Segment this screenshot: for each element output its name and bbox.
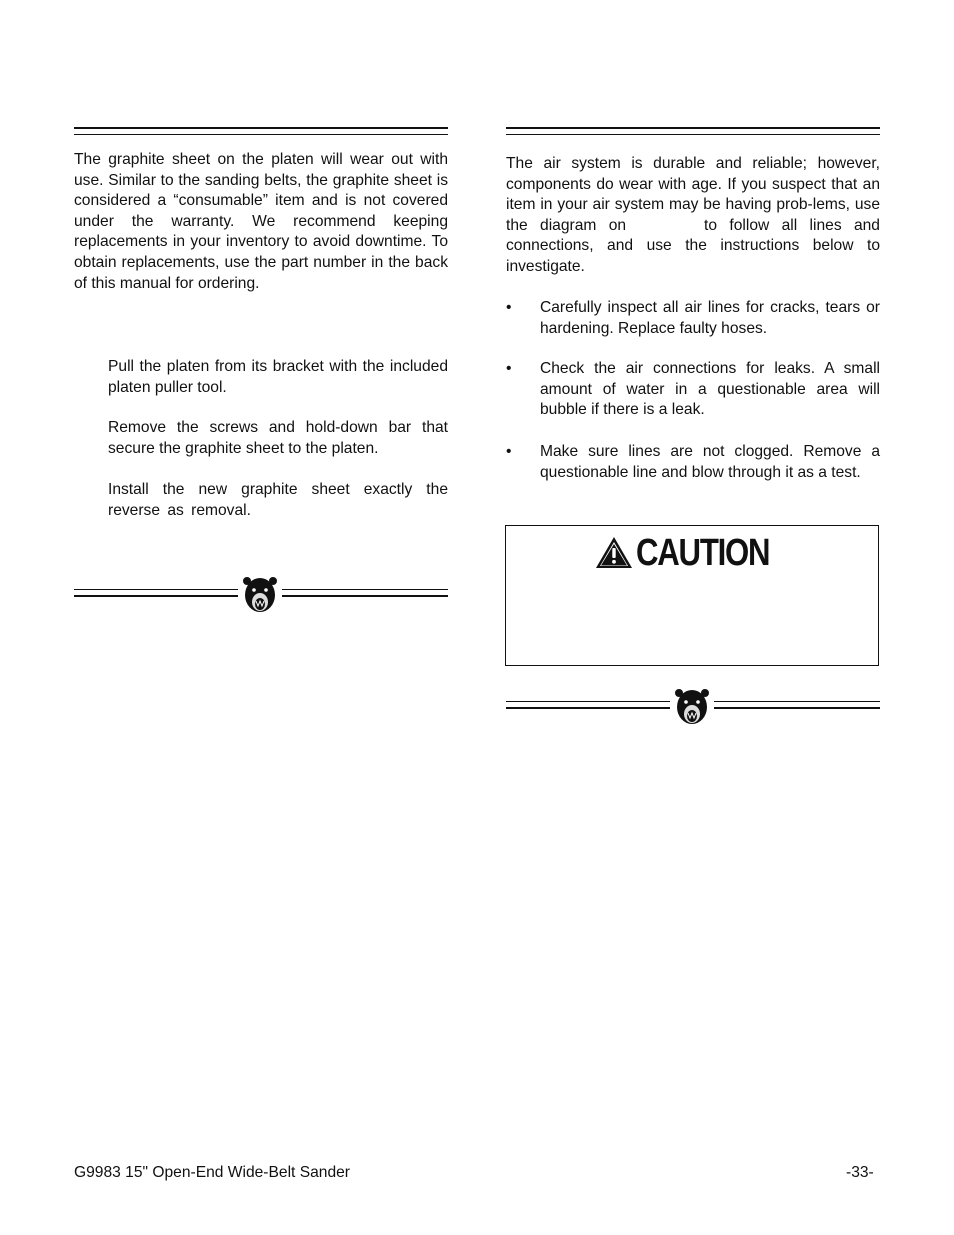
right-header-rule [506,127,880,136]
bear-head-icon [674,687,710,727]
graphite-intro-paragraph: The graphite sheet on the platen will wear out with use. Similar to the sanding belts, the graphite sheet is considered a “consumable” item and is not covered under the warranty. We recommend keeping replacements in your inventory to avoid downtime. To obtain replacements, use the part number in the back of this manual for ordering. [74,151,448,292]
bullet-text: Carefully inspect all air lines for cracks, tears or hardening. Replace faulty hoses. [540,299,880,337]
left-section-divider [74,575,448,615]
left-header-rule [74,127,448,136]
step-3-text: Install the new graphite sheet exactly the reverse as removal. [108,481,448,519]
air-intro-part1: The air system is durable and reliable; however, components do wear with age. If you suspect that an item in your air system may be having prob-lems, use the diagram on [506,155,880,234]
bear-head-icon [242,575,278,615]
caution-header [594,531,799,575]
caution-box [505,525,879,666]
right-section-divider [506,687,880,727]
bullet-dot: • [506,360,512,377]
bullet-text: Make sure lines are not clogged. Remove a questionable line and blow through it as a test. [540,443,880,481]
air-intro-part2: to follow all lines and connections, and use the instructions below to investigate. [506,216,880,275]
footer-manual-title: G9983 15" Open-End Wide-Belt Sander [74,1164,350,1181]
warning-triangle-icon [594,535,634,571]
bullet-text: Check the air connections for leaks. A small amount of water in a questionable area will bubble if there is a leak. [540,360,880,419]
caution-label: CAUTION [636,531,770,574]
footer-page-number: -33- [846,1164,874,1181]
step-1-text: Pull the platen from its bracket with the included platen puller tool. [108,358,448,396]
bullet-dot: • [506,299,512,316]
step-2-text: Remove the screws and hold-down bar that secure the graphite sheet to the platen. [108,419,448,457]
air-system-intro-paragraph [506,154,880,278]
bullet-dot: • [506,443,512,460]
